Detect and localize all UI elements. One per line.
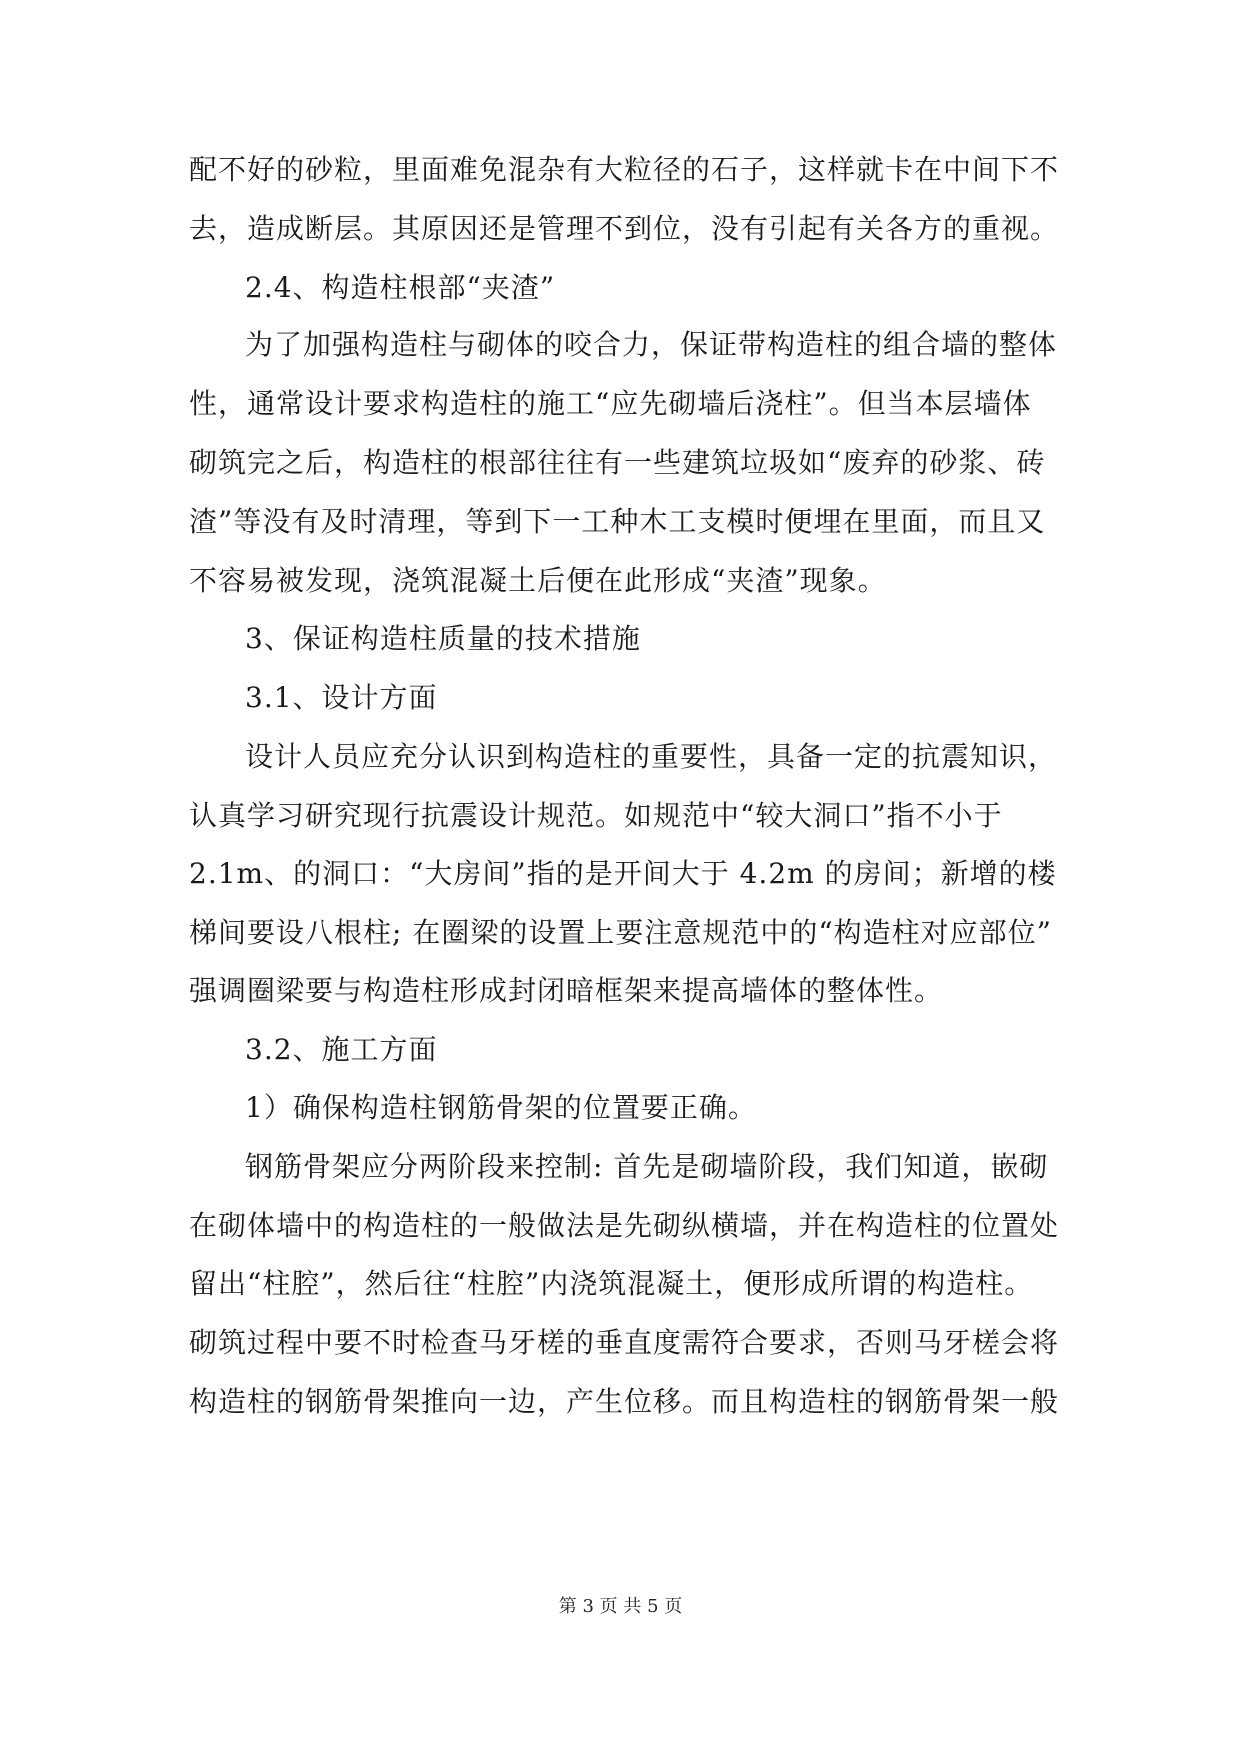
body-text-line: 构造柱的钢筋骨架推向一边，产生位移。而且构造柱的钢筋骨架一般 [189, 1385, 1060, 1418]
body-text-line: 钢筋骨架应分两阶段来控制: 首先是砌墙阶段，我们知道，嵌砌 [245, 1150, 1049, 1183]
body-text-line: 梯间要设八根柱; 在圈梁的设置上要注意规范中的“构造柱对应部位” [189, 916, 1052, 949]
list-item-heading: 1）确保构造柱钢筋骨架的位置要正确。 [245, 1091, 757, 1124]
section-heading-3-2: 3.2、施工方面 [245, 1033, 438, 1066]
body-text-line: 设计人员应充分认识到构造柱的重要性，具备一定的抗震知识， [245, 740, 1058, 773]
body-text-line: 不容易被发现，浇筑混凝土后便在此形成“夹渣”现象。 [189, 564, 887, 597]
body-text-line: 性，通常设计要求构造柱的施工“应先砌墙后浇柱”。但当本层墙体 [189, 387, 1032, 420]
body-text-line: 强调圈梁要与构造柱形成封闭暗框架来提高墙体的整体性。 [189, 974, 944, 1007]
body-text-line: 认真学习研究现行抗震设计规范。如规范中“较大洞口”指不小于 [189, 799, 1003, 832]
body-text-line: 留出“柱腔”，然后往“柱腔”内浇筑混凝土，便形成所谓的构造柱。 [189, 1267, 1034, 1300]
body-text-line: 为了加强构造柱与砌体的咬合力，保证带构造柱的组合墙的整体 [245, 328, 1058, 361]
body-text-line: 砌筑完之后，构造柱的根部往往有一些建筑垃圾如“废弃的砂浆、砖 [189, 446, 1046, 479]
page-number-footer: 第 3 页 共 5 页 [558, 1596, 683, 1617]
body-text-line: 渣”等没有及时清理，等到下一工种木工支模时便埋在里面，而且又 [189, 505, 1046, 538]
body-text-line: 配不好的砂粒，里面难免混杂有大粒径的石子，这样就卡在中间下不 [189, 153, 1060, 186]
body-text-line: 去，造成断层。其原因还是管理不到位，没有引起有关各方的重视。 [189, 212, 1060, 245]
section-heading-3-1: 3.1、设计方面 [245, 681, 438, 714]
body-text-line: 2.1m、的洞口：“大房间”指的是开间大于 4.2m 的房间；新增的楼 [189, 857, 1057, 890]
body-text-line: 在砌体墙中的构造柱的一般做法是先砌纵横墙，并在构造柱的位置处 [189, 1209, 1060, 1242]
section-heading-3: 3、保证构造柱质量的技术措施 [245, 622, 641, 655]
section-heading-2-4: 2.4、构造柱根部“夹渣” [245, 271, 556, 304]
body-text-line: 砌筑过程中要不时检查马牙槎的垂直度需符合要求，否则马牙槎会将 [189, 1326, 1060, 1359]
